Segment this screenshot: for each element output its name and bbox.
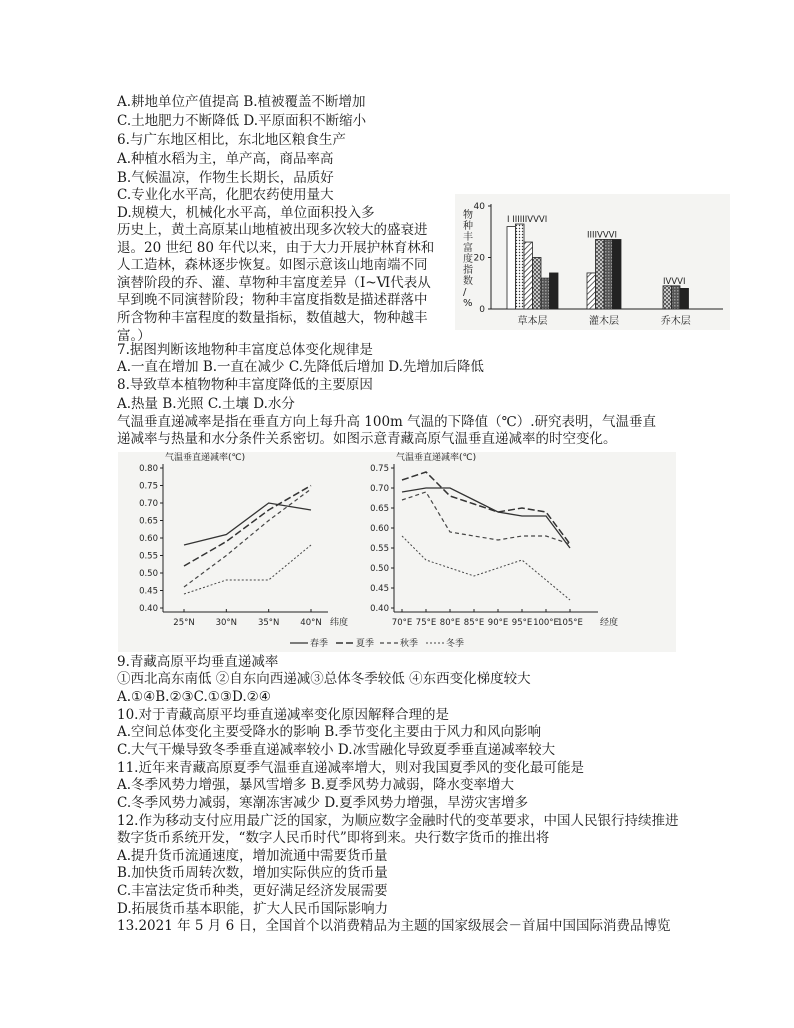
bar-ylabel-char: 富: [463, 243, 473, 254]
q11-options-cd: C.冬季风势力减弱，寒潮冻害减少 D.夏季风势力增强，旱涝灾害增多: [117, 795, 529, 811]
q10-options-cd: C.大气干燥导致冬季垂直递减率较小 D.冰雪融化导致夏季垂直递减率较大: [117, 742, 556, 758]
line-x-tick-label: 95°E: [511, 618, 533, 628]
line-y-tick-label: 0.70: [139, 499, 158, 509]
q11-stem: 11.近年来青藏高原夏季气温垂直递减率增大，则对我国夏季风的变化最可能是: [117, 760, 584, 776]
lapse-rate-figure: [118, 452, 676, 652]
bar-ylabel-char: %: [463, 298, 473, 309]
passage-lapse-rate-line2: 递减率与热量和水分条件关系密切。如图示意青藏高原气温垂直递减率的时空变化。: [117, 431, 617, 447]
line-x-tick-label: 40°N: [300, 618, 322, 628]
line-x-tick-label: 70°E: [391, 618, 413, 628]
q12-stem-line1: 12.作为移动支付应用最广泛的国家，为顺应数字金融时代的变革要求，中国人民银行持续推进: [117, 813, 679, 829]
line-series-夏季: [184, 486, 311, 567]
bar-y-tick-label: 0: [479, 305, 485, 315]
bar-0-IV: [533, 258, 542, 310]
q9-statements: ①西北高东南低 ②自东向西递减③总体冬季较低 ④东西变化梯度较大: [117, 671, 531, 687]
q8-stem: 8.导致草本植物物种丰富度降低的主要原因: [117, 377, 373, 393]
bar-0-II: [516, 224, 525, 309]
line-y-tick-label: 0.40: [139, 604, 158, 614]
bar-0-I: [507, 227, 516, 309]
bar-2-V: [672, 286, 681, 309]
bar-y-tick-label: 20: [473, 253, 485, 264]
line-y-tick-label: 0.65: [370, 504, 389, 514]
line-y-tick-label: 0.50: [139, 569, 158, 579]
bar-stage-labels: IIIIVVVI: [587, 230, 617, 241]
legend-label: 冬季: [446, 639, 465, 649]
line-y-tick-label: 0.70: [370, 484, 389, 494]
passage-vegetation: 历史上，黄土高原某山地植被出现多次较大的盛衰进退。20 世纪 80 年代以来，由于大力开展护林育林和人工造林，森林逐步恢复。如图示意该山地南端不同演替阶段的乔、灌、草物种丰富度差异（Ⅰ~Ⅵ代表从早到晚不同演替阶段；物种丰富度指数是描述群落中所含物种丰富程度的数量指标，数值越大，物种越丰富。）: [117, 222, 435, 344]
q5-options-ab: A.耕地单位产值提高 B.植被覆盖不断增加: [117, 94, 366, 110]
q6-stem: 6.与广东地区相比，东北地区粮食生产: [117, 132, 346, 148]
bar-ylabel-char: 丰: [463, 232, 473, 243]
q13-stem: 13.2021 年 5 月 6 日，全国首个以消费精品为主题的国家级展会－首届中国国际消费品博览: [117, 918, 671, 934]
line-y-tick-label: 0.50: [370, 564, 389, 574]
line-x-tick-label: 75°E: [415, 618, 437, 628]
bar-stage-labels: IVVVI: [663, 276, 686, 287]
line-y-tick-label: 0.55: [370, 544, 389, 554]
species-richness-figure: [455, 194, 730, 330]
bar-ylabel-char: 物: [463, 210, 473, 221]
bar-2-IV: [663, 286, 672, 309]
bar-stage-labels: I IIIIIIVVVI: [507, 215, 548, 226]
bar-1-V: [604, 239, 613, 309]
q6-option-c: C.专业化水平高，化肥农药使用量大: [117, 187, 334, 203]
line-series-秋季: [184, 489, 311, 587]
line-series-冬季: [402, 536, 570, 600]
line-series-春季: [402, 488, 570, 548]
q10-options-ab: A.空间总体变化主要受降水的影响 B.季节变化主要由于风力和风向影响: [117, 724, 542, 740]
line-y-tick-label: 0.60: [139, 534, 158, 544]
line-xlabel: 纬度: [330, 618, 349, 628]
q7-options: A.一直在增加 B.一直在减少 C.先降低后增加 D.先增加后降低: [117, 359, 484, 375]
line-x-tick-label: 105°E: [557, 618, 583, 628]
q9-stem: 9.青藏高原平均垂直递减率: [117, 654, 279, 670]
bar-ylabel-char: 数: [463, 276, 473, 287]
line-ylabel: 气温垂直递减率(℃): [165, 453, 246, 463]
bar-0-V: [541, 278, 550, 309]
line-y-tick-label: 0.45: [370, 584, 389, 594]
bar-0-VI: [550, 273, 559, 309]
line-x-tick-label: 90°E: [487, 618, 509, 628]
q9-options: A.①④B.②③C.①③D.②④: [117, 689, 271, 705]
q6-option-d: D.规模大，机械化水平高，单位面积投入多: [117, 205, 375, 221]
bar-category-label: 草本层: [517, 316, 548, 327]
line-y-tick-label: 0.55: [139, 551, 158, 562]
line-ylabel: 气温垂直递减率(℃): [396, 453, 477, 463]
bar-ylabel-char: 种: [463, 221, 473, 232]
bar-1-III: [587, 273, 596, 309]
q8-options: A.热量 B.光照 C.土壤 D.水分: [117, 396, 295, 412]
line-x-tick-label: 30°N: [215, 618, 238, 628]
line-x-tick-label: 35°N: [257, 618, 280, 628]
bar-1-IV: [596, 239, 605, 309]
line-xlabel: 经度: [600, 618, 619, 628]
q5-options-cd: C.土地肥力不断降低 D.平原面积不断缩小: [117, 113, 367, 129]
bar-ylabel-char: 指: [463, 265, 473, 276]
line-x-tick-label: 85°E: [463, 618, 485, 628]
bar-ylabel-group: [463, 208, 473, 309]
line-series-冬季: [184, 545, 311, 594]
legend-label: 秋季: [400, 639, 419, 649]
bar-y-tick-label: 40: [473, 202, 485, 212]
bar-category-label: 乔木层: [660, 316, 691, 327]
q6-option-a: A.种植水稻为主，单产高，商品率高: [117, 151, 334, 167]
q12-option-d: D.拓展货币基本职能，扩大人民币国际影响力: [117, 901, 389, 917]
line-y-tick-label: 0.80: [139, 464, 158, 474]
bar-1-VI: [613, 239, 622, 309]
q12-option-c: C.丰富法定货币种类，更好满足经济发展需要: [117, 883, 388, 899]
q12-option-a: A.提升货币流通速度，增加流通中需要货币量: [117, 848, 388, 864]
passage-lapse-rate-line1: 气温垂直递减率是指在垂直方向上每升高 100m 气温的下降值（℃）.研究表明，气温垂直: [117, 414, 657, 430]
lapse-rate-line-charts: [118, 452, 676, 652]
bar-ylabel-char: /: [463, 287, 467, 298]
line-y-tick-label: 0.60: [370, 524, 389, 534]
q12-option-b: B.加快货币周转次数，增加实际供应的货币量: [117, 865, 388, 881]
bar-0-III: [524, 242, 533, 309]
legend-label: 夏季: [356, 639, 375, 649]
line-y-tick-label: 0.75: [139, 481, 158, 492]
line-y-tick-label: 0.75: [370, 464, 389, 474]
bar-category-label: 灌木层: [589, 316, 619, 327]
line-series-秋季: [402, 492, 570, 544]
line-x-tick-label: 25°N: [173, 618, 195, 628]
line-series-夏季: [402, 472, 570, 544]
line-y-tick-label: 0.45: [139, 586, 158, 597]
q6-option-b: B.气候温凉，作物生长期长，品质好: [117, 170, 334, 186]
legend-label: 春季: [310, 639, 329, 649]
species-richness-bar-chart: [455, 194, 730, 330]
line-x-tick-label: 80°E: [439, 618, 461, 628]
line-x-tick-label: 100°E: [533, 618, 559, 628]
q7-stem: 7.据图判断该地物种丰富度总体变化规律是: [117, 342, 373, 358]
line-y-tick-label: 0.40: [370, 604, 389, 614]
q10-stem: 10.对于青藏高原平均垂直递减率变化原因解释合理的是: [117, 707, 449, 723]
q12-stem-line2: 数字货币系统开发，“数字人民币时代”即将到来。央行数字货币的推出将: [117, 830, 550, 846]
bar-ylabel-char: 度: [463, 254, 473, 265]
line-y-tick-label: 0.65: [139, 516, 158, 527]
bar-2-VI: [680, 288, 689, 309]
q11-options-ab: A.冬季风势力增强，暴风雪增多 B.夏季风势力减弱，降水变率增大: [117, 777, 515, 793]
